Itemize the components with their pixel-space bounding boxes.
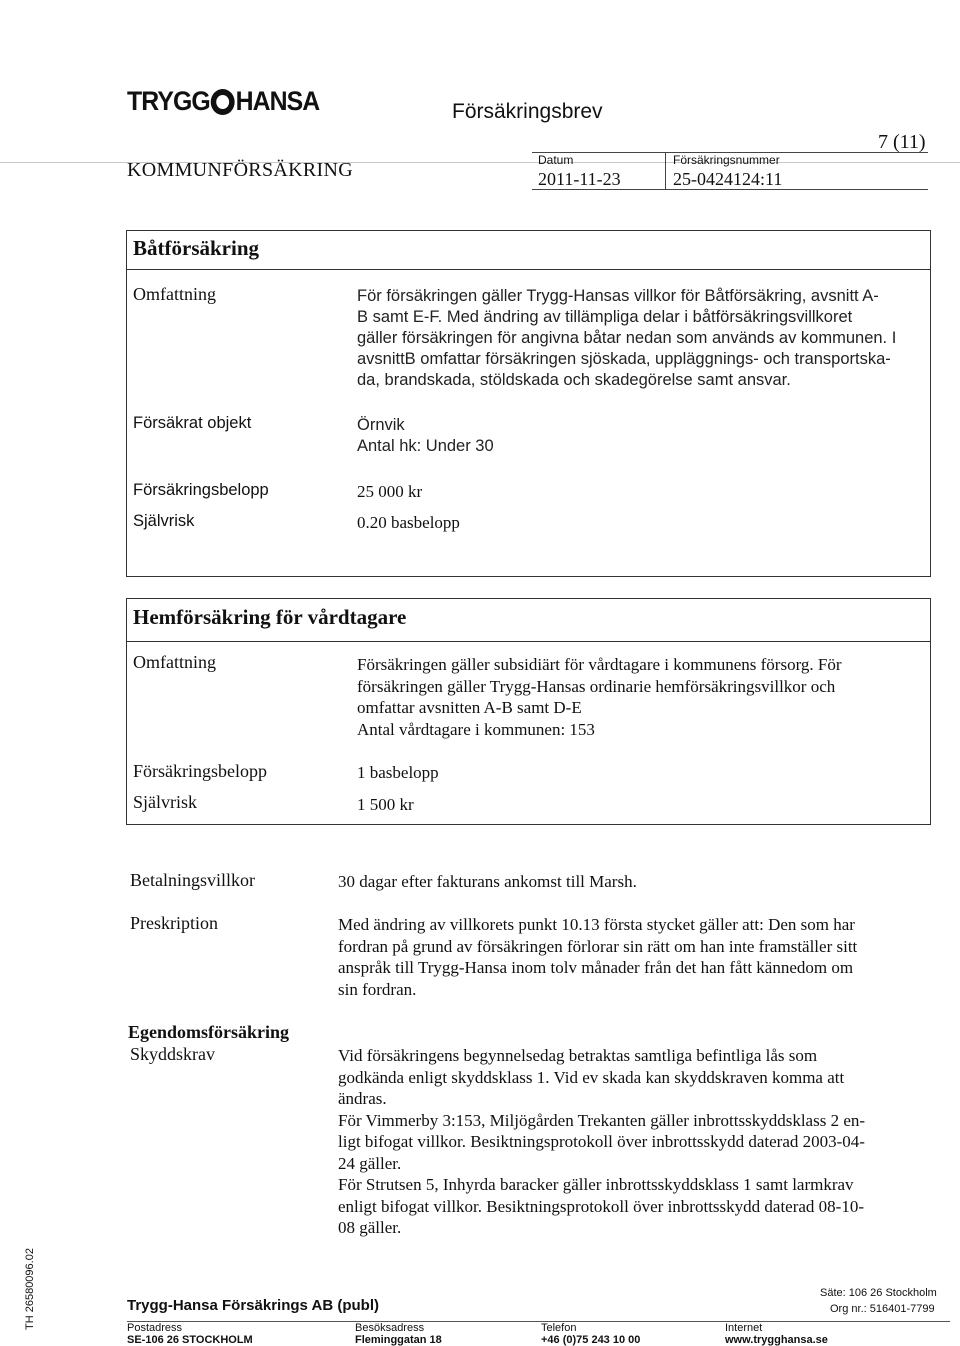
- security-requirements-label: Skyddskrav: [130, 1044, 215, 1064]
- document-code: TH 26580096.02: [24, 1248, 36, 1330]
- text-line: B samt E-F. Med ändring av tillämpliga delar i båtförsäkringsvillkoret: [357, 308, 853, 326]
- logo-text-right: HANSA: [235, 86, 320, 116]
- boat-scope-text: [357, 286, 927, 391]
- unit-name: KOMMUNFÖRSÄKRING: [127, 159, 353, 181]
- footer-seat: Säte: 106 26 Stockholm: [820, 1287, 937, 1299]
- footer-web-link[interactable]: www.trygghansa.se: [725, 1334, 828, 1346]
- text-line: Försäkringen gäller subsidiärt för vårdtagare i kommunens försorg. För: [357, 655, 842, 674]
- footer-visit-value: Fleminggatan 18: [355, 1334, 442, 1346]
- text-line: godkända enligt skyddsklass 1. Vid ev skada kan skyddskraven komma att: [338, 1067, 845, 1087]
- date-value: 2011-11-23: [538, 169, 621, 189]
- logo-text-left: TRYGG: [127, 86, 210, 116]
- text-line: försäkringen gäller Trygg-Hansas ordinarie hemförsäkringsvillkor och: [357, 676, 836, 696]
- text-line: 08 gäller.: [338, 1218, 402, 1237]
- text-line: anspråk till Trygg-Hansa inom tolv månader från det han fått kännedom om: [338, 958, 854, 977]
- payment-terms-label: Betalningsvillkor: [130, 870, 255, 890]
- insured-object-name: Örnvik: [357, 416, 405, 434]
- footer-postal-label: Postadress: [127, 1322, 183, 1334]
- text-line: Antal vårdtagare i kommunen: 153: [357, 719, 595, 739]
- boat-amount-value: 25 000 kr: [357, 482, 423, 501]
- insured-object-label: Försäkrat objekt: [133, 414, 252, 432]
- text-line: da, brandskada, stöldskada och skadegörelse samt ansvar.: [357, 371, 791, 389]
- boat-deductible-value: 0.20 basbelopp: [357, 513, 460, 532]
- home-deductible-value: 1 500 kr: [357, 795, 414, 814]
- text-line: avsnittB omfattar försäkringen sjöskada, uppläggnings- och transportska-: [357, 350, 891, 368]
- meta-divider: [665, 152, 666, 190]
- text-line: Med ändring av villkorets punkt 10.13 första stycket gäller att: Den som har: [338, 915, 855, 934]
- boat-section-heading: Båtförsäkring: [133, 236, 259, 260]
- logo-mark-icon: [211, 89, 235, 115]
- home-scope-text: [357, 654, 927, 740]
- home-amount-label: Försäkringsbelopp: [133, 761, 267, 781]
- insured-object-hp: Antal hk: Under 30: [357, 437, 494, 455]
- text-line: sin fordran.: [338, 979, 417, 999]
- home-heading-rule: [126, 641, 931, 642]
- boat-insurance-section: [126, 230, 931, 577]
- prescription-label: Preskription: [130, 913, 218, 933]
- text-line: gäller försäkringen för angivna båtar nedan som används av kommunen. I: [357, 329, 897, 347]
- text-line: Vid försäkringens begynnelsedag betraktas samtliga befintliga lås som: [338, 1046, 818, 1065]
- page-number: 7 (11): [878, 131, 926, 153]
- policy-number-label: Försäkringsnummer: [673, 153, 780, 167]
- company-logo: [127, 86, 319, 117]
- footer-visit-label: Besöksadress: [355, 1322, 425, 1334]
- text-line: För Vimmerby 3:153, Miljögården Trekanten gäller inbrottsskyddsklass 2 en-: [338, 1110, 866, 1130]
- property-insurance-heading: Egendomsförsäkring: [128, 1022, 290, 1042]
- boat-heading-rule: [126, 269, 931, 270]
- footer-phone-value: +46 (0)75 243 10 00: [541, 1334, 641, 1346]
- text-line: 24 gäller.: [338, 1153, 402, 1173]
- text-line: omfattar avsnitten A-B samt D-E: [357, 698, 582, 717]
- home-scope-label: Omfattning: [133, 652, 216, 672]
- payment-terms-text: 30 dagar efter fakturans ankomst till Marsh.: [338, 872, 637, 891]
- footer-org-number: Org nr.: 516401-7799: [830, 1303, 935, 1315]
- prescription-text: [338, 914, 938, 1000]
- footer-postal-value: SE-106 26 STOCKHOLM: [127, 1334, 253, 1346]
- home-deductible-label: Självrisk: [133, 792, 198, 812]
- date-label: Datum: [538, 153, 574, 167]
- text-line: För försäkringen gäller Trygg-Hansas villkor för Båtförsäkring, avsnitt A-: [357, 287, 879, 305]
- footer-company-name: Trygg-Hansa Försäkrings AB (publ): [127, 1297, 379, 1314]
- policy-number-value: 25-0424124:11: [673, 169, 783, 189]
- home-amount-value: 1 basbelopp: [357, 763, 439, 782]
- text-line: fordran på grund av försäkringen förlorar sin rätt om han inte framställer sitt: [338, 936, 858, 956]
- home-section-heading: Hemförsäkring för vårdtagare: [133, 605, 407, 629]
- text-line: ändras.: [338, 1089, 387, 1108]
- text-line: enligt bifogat villkor. Besiktningsprotokoll över inbrottsskydd daterad 08-10-: [338, 1196, 864, 1216]
- text-line: ligt bifogat villkor. Besiktningsprotokoll över inbrottsskydd daterad 2003-04-: [338, 1132, 865, 1151]
- footer-web-label: Internet: [725, 1322, 763, 1334]
- footer-rule: [127, 1321, 950, 1322]
- boat-scope-label: Omfattning: [133, 284, 216, 304]
- security-requirements-text: [338, 1045, 938, 1239]
- boat-deductible-label: Självrisk: [133, 512, 195, 530]
- boat-amount-label: Försäkringsbelopp: [133, 481, 269, 499]
- footer-phone-label: Telefon: [541, 1322, 577, 1334]
- document-title: Försäkringsbrev: [452, 100, 603, 123]
- text-line: För Strutsen 5, Inhyrda baracker gäller inbrottsskyddsklass 1 samt larmkrav: [338, 1175, 854, 1194]
